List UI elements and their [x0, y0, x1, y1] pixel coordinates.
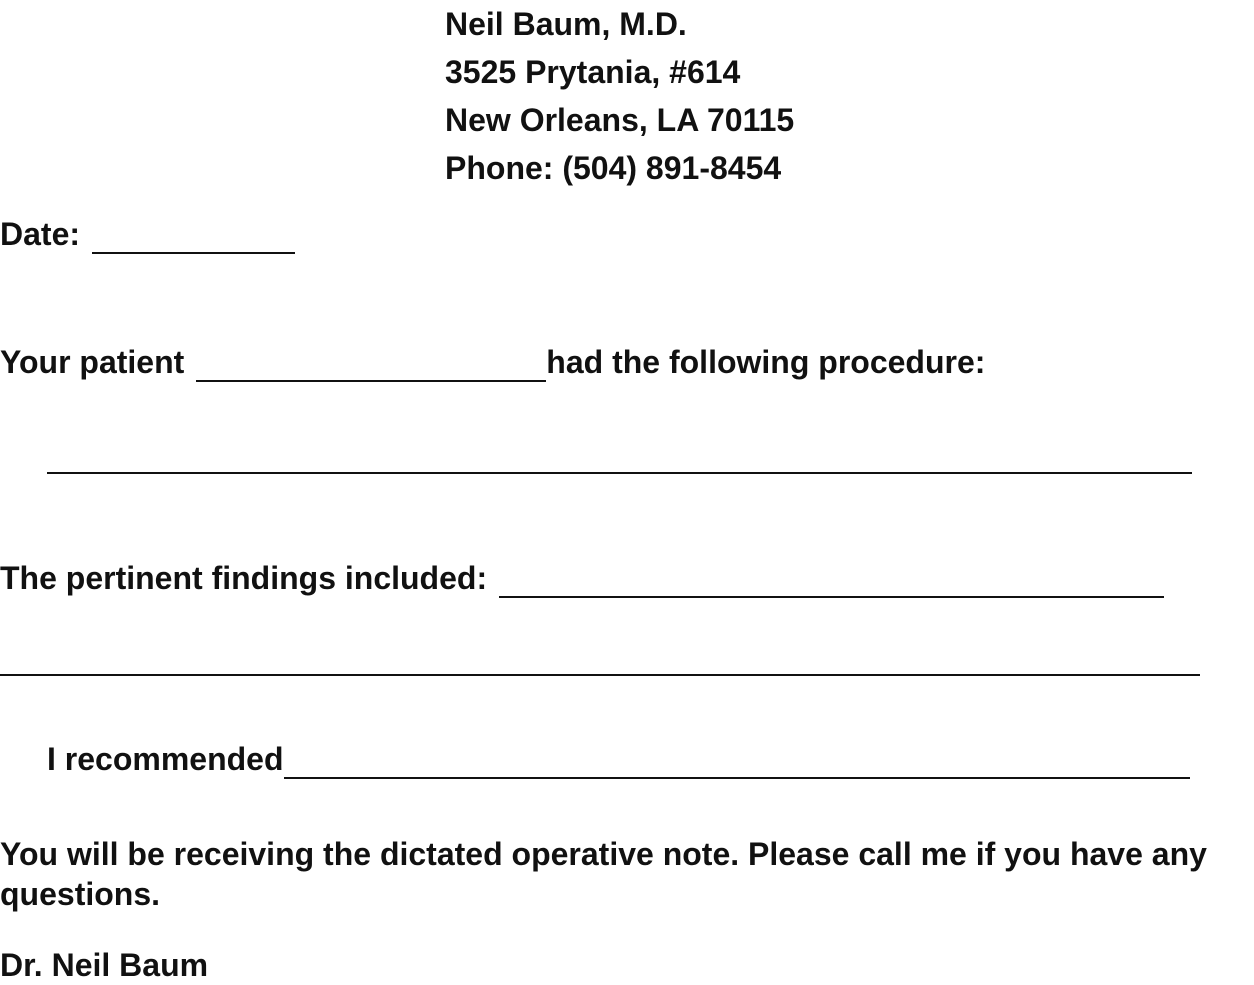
patient-name-field[interactable] [196, 350, 546, 382]
closing-message: You will be receiving the dictated operative note. Please call me if you have any questions. [0, 836, 1207, 912]
findings-label: The pertinent findings included: [0, 560, 488, 596]
letterhead [445, 0, 794, 192]
phone-number: Phone: (504) 891-8454 [445, 150, 782, 186]
findings-field[interactable] [499, 566, 1164, 598]
date-label: Date: [0, 216, 81, 252]
findings-field-continued[interactable] [0, 674, 1200, 676]
recommended-label: I recommended [47, 741, 284, 777]
date-row [0, 214, 295, 254]
recommended-row [47, 739, 1190, 779]
procedure-label: had the following procedure: [546, 344, 986, 380]
address-street: 3525 Prytania, #614 [445, 54, 741, 90]
patient-label: Your patient [0, 344, 185, 380]
address-city: New Orleans, LA 70115 [445, 102, 795, 138]
patient-row [0, 342, 985, 382]
date-field[interactable] [92, 222, 295, 254]
procedure-field[interactable] [47, 472, 1192, 474]
doctor-name: Neil Baum, M.D. [445, 6, 687, 42]
recommended-field[interactable] [284, 747, 1190, 779]
signature: Dr. Neil Baum [0, 947, 209, 983]
findings-row [0, 558, 1164, 598]
